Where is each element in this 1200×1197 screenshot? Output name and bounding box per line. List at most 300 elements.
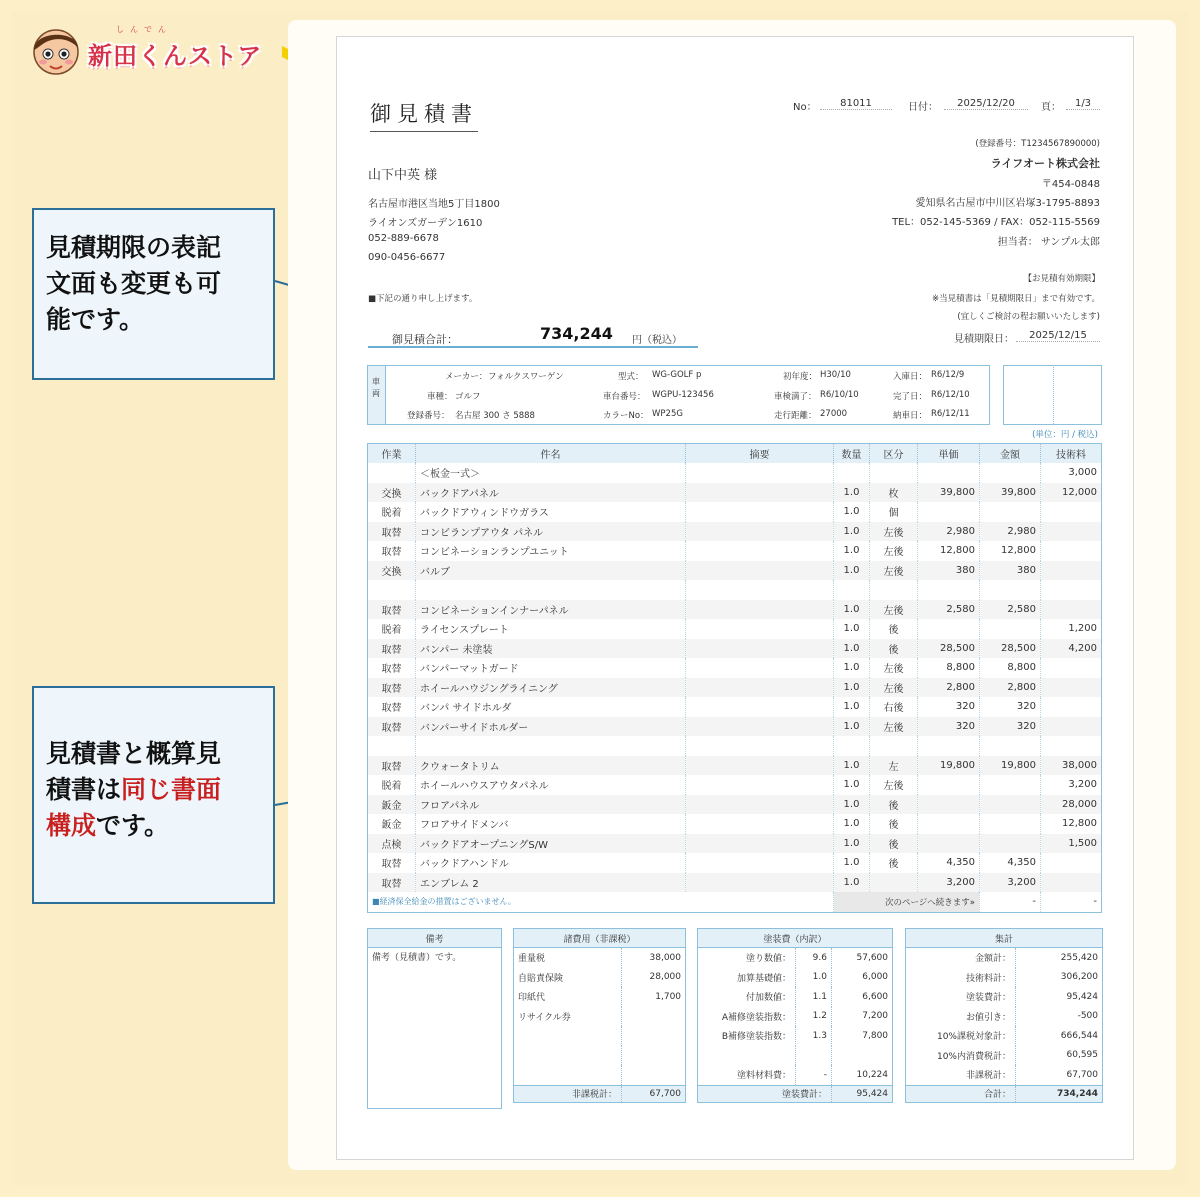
table-cell: 取替 (368, 658, 416, 678)
table-cell (686, 736, 834, 756)
table-cell (918, 814, 980, 834)
paint-cell: B補修塗装指数： (698, 1026, 796, 1046)
table-cell: 2,800 (918, 678, 980, 698)
table-cell: 320 (918, 717, 980, 737)
vehicle-label: 納車日： (893, 411, 928, 421)
table-cell: 後 (870, 814, 918, 834)
unit-note: (単位：円 / 税込) (1032, 430, 1098, 440)
table-cell: 12,800 (1041, 814, 1102, 834)
table-cell (918, 619, 980, 639)
foot-dash: - (1041, 892, 1102, 912)
table-cell: 39,800 (980, 483, 1041, 503)
table-cell (686, 522, 834, 542)
table-cell: 1.0 (834, 678, 870, 698)
table-cell (686, 756, 834, 776)
table-cell: ＜板金一式＞ (416, 463, 686, 483)
table-cell: コンビランプアウタ パネル (416, 522, 686, 542)
deadline-date: 2025/12/15 (1016, 330, 1100, 342)
summary-foot-value: 734,244 (1016, 1085, 1103, 1102)
summary-row (906, 987, 1103, 1007)
table-cell (368, 736, 416, 756)
table-cell: 取替 (368, 717, 416, 737)
table-cell: 左後 (870, 600, 918, 620)
remarks-title: 備考 (368, 929, 502, 948)
summary-cell: お値引き： (906, 1007, 1016, 1027)
paint-box (697, 928, 893, 1103)
table-cell: 4,350 (918, 853, 980, 873)
vehicle-label: 完了日： (893, 392, 928, 402)
paint-cell: 塗料材料費： (698, 1065, 796, 1085)
customer-building: ライオンズガーデン1610 (368, 218, 483, 229)
table-cell: 左後 (870, 541, 918, 561)
table-cell: 後 (870, 795, 918, 815)
table-cell: 取替 (368, 697, 416, 717)
expenses-cell (514, 1046, 622, 1066)
table-cell: 左後 (870, 775, 918, 795)
table-footer-row (368, 892, 1102, 912)
table-cell (1041, 717, 1102, 737)
table-cell: ライセンスプレート (416, 619, 686, 639)
table-cell (1041, 541, 1102, 561)
table-cell: バックドアウィンドウガラス (416, 502, 686, 522)
paint-cell: 9.6 (796, 948, 832, 968)
table-cell (870, 873, 918, 893)
callout-line: 見積書と概算見 (46, 739, 222, 768)
table-cell (1041, 736, 1102, 756)
vehicle-label: 車種： (427, 392, 453, 402)
table-cell: バックドアパネル (416, 483, 686, 503)
table-cell (980, 795, 1041, 815)
callout-line: 文面も変更も可 (46, 269, 222, 298)
table-cell: 2,580 (918, 600, 980, 620)
table-cell: 1.0 (834, 658, 870, 678)
table-cell (918, 775, 980, 795)
table-cell: バンパ サイドホルダ (416, 697, 686, 717)
table-cell: 19,800 (918, 756, 980, 776)
paint-row (698, 987, 893, 1007)
table-cell: 取替 (368, 853, 416, 873)
column-header: 金額 (980, 444, 1041, 464)
table-cell (1041, 678, 1102, 698)
table-cell (918, 502, 980, 522)
table-row (368, 600, 1102, 620)
table-cell: ホイールハウジングライニング (416, 678, 686, 698)
vehicle-registration: 名古屋 300 さ 5888 (455, 411, 535, 421)
brand-ruby: しんでん (116, 25, 172, 34)
table-cell: 左後 (870, 717, 918, 737)
table-cell (686, 795, 834, 815)
table-cell: 320 (980, 697, 1041, 717)
callout-line: 見積期限の表記 (46, 233, 222, 262)
company-zip: 〒454-0848 (1041, 179, 1100, 190)
summary-row (906, 1046, 1103, 1066)
callout-line: 能です。 (46, 305, 145, 334)
table-cell: 後 (870, 834, 918, 854)
staff: 担当者： サンプル太郎 (997, 237, 1100, 248)
paint-row (698, 1026, 893, 1046)
vehicle-label: 入庫日： (893, 372, 928, 382)
table-cell (918, 795, 980, 815)
expenses-cell (622, 1046, 686, 1066)
company-name: ライフオート株式会社 (990, 157, 1100, 170)
table-cell: 28,500 (918, 639, 980, 659)
table-cell (686, 502, 834, 522)
summary-cell: 666,544 (1060, 1030, 1099, 1041)
table-cell: 4,200 (1041, 639, 1102, 659)
vehicle-model-name: ゴルフ (455, 392, 481, 402)
vehicle-label: 走行距離： (774, 411, 817, 421)
table-cell (686, 853, 834, 873)
summary-row (906, 948, 1103, 968)
table-cell: コンビネーションインナーパネル (416, 600, 686, 620)
paint-cell (796, 1046, 832, 1066)
table-cell (686, 600, 834, 620)
table-cell (686, 463, 834, 483)
table-cell: 左後 (870, 522, 918, 542)
expenses-cell (622, 1026, 686, 1046)
table-cell: 左後 (870, 658, 918, 678)
table-cell: 3,200 (918, 873, 980, 893)
table-cell: バックドアオープニングS/W (416, 834, 686, 854)
summary-box (905, 928, 1103, 1103)
table-cell: 3,200 (1041, 775, 1102, 795)
vehicle-label: 車検満了： (774, 392, 817, 402)
expenses-cell (622, 1065, 686, 1085)
estimate-items-table (367, 443, 1102, 913)
table-cell (1041, 697, 1102, 717)
table-cell (980, 580, 1041, 600)
table-row (368, 541, 1102, 561)
paint-row (698, 1007, 893, 1027)
table-cell (980, 834, 1041, 854)
expenses-cell: 1,700 (655, 991, 682, 1002)
remarks-text: 備考（見積書）です。 (372, 953, 462, 963)
table-row (368, 873, 1102, 893)
table-row (368, 756, 1102, 776)
expenses-cell: 重量税 (514, 948, 622, 968)
paint-cell (832, 1046, 893, 1066)
summary-title: 集計 (906, 929, 1103, 948)
table-cell: 2,800 (980, 678, 1041, 698)
table-cell: 8,800 (918, 658, 980, 678)
table-cell: ホイールハウスアウタパネル (416, 775, 686, 795)
table-cell: 交換 (368, 561, 416, 581)
table-cell (980, 619, 1041, 639)
intro-note: ■下記の通り申し上げます。 (368, 294, 478, 304)
table-cell: 後 (870, 853, 918, 873)
table-cell: 取替 (368, 541, 416, 561)
table-cell (686, 561, 834, 581)
table-cell: 後 (870, 639, 918, 659)
table-cell (686, 580, 834, 600)
table-cell (686, 717, 834, 737)
callout-same-layout (32, 686, 275, 904)
paint-cell: 7,200 (862, 1011, 889, 1022)
table-cell: 鈑金 (368, 795, 416, 815)
table-row (368, 697, 1102, 717)
table-cell: エンブレム 2 (416, 873, 686, 893)
doc-title: 御見積書 (370, 98, 478, 132)
vehicle-out-date: R6/12/11 (931, 409, 970, 419)
table-cell (686, 639, 834, 659)
vehicle-mileage: 27000 (820, 409, 848, 419)
vehicle-label: 初年度： (783, 372, 818, 382)
callout-validity (32, 208, 275, 380)
vehicle-inspection: R6/10/10 (820, 390, 859, 400)
table-row (368, 717, 1102, 737)
table-cell (416, 580, 686, 600)
table-cell: バックドアハンドル (416, 853, 686, 873)
table-cell: 交換 (368, 483, 416, 503)
summary-row (906, 1026, 1103, 1046)
table-cell: 取替 (368, 639, 416, 659)
table-cell (686, 814, 834, 834)
expenses-row (514, 1046, 686, 1066)
table-cell: 1.0 (834, 600, 870, 620)
expenses-foot-label: 非課税計： (514, 1085, 622, 1102)
table-row (368, 853, 1102, 873)
table-row (368, 619, 1102, 639)
vehicle-label: カラーNo： (603, 411, 649, 421)
paint-cell: 塗り数値： (698, 948, 796, 968)
paint-row (698, 1065, 893, 1085)
table-cell: 3,200 (980, 873, 1041, 893)
table-cell (870, 580, 918, 600)
expenses-row (514, 1026, 686, 1046)
table-cell: 後 (870, 619, 918, 639)
table-cell (686, 678, 834, 698)
vehicle-type: WG-GOLF p (652, 370, 702, 380)
table-cell: 1.0 (834, 873, 870, 893)
expenses-row (514, 1007, 686, 1027)
remarks-box (367, 928, 502, 1109)
table-row (368, 639, 1102, 659)
table-cell (834, 463, 870, 483)
table-cell: 1.0 (834, 561, 870, 581)
table-cell: 1.0 (834, 717, 870, 737)
table-cell: 脱着 (368, 775, 416, 795)
table-cell: 2,980 (980, 522, 1041, 542)
table-row (368, 502, 1102, 522)
table-cell (1041, 561, 1102, 581)
table-cell (980, 814, 1041, 834)
summary-row (906, 1065, 1103, 1085)
table-cell (1041, 853, 1102, 873)
table-cell: 320 (918, 697, 980, 717)
column-header: 件名 (416, 444, 686, 464)
table-cell: 1.0 (834, 619, 870, 639)
expenses-row (514, 987, 686, 1007)
table-cell: 2,980 (918, 522, 980, 542)
page-number: 1/3 (1066, 98, 1100, 110)
table-cell (686, 834, 834, 854)
table-row (368, 736, 1102, 756)
table-cell: 1.0 (834, 853, 870, 873)
table-cell: 1,200 (1041, 619, 1102, 639)
table-cell: バンパーマットガード (416, 658, 686, 678)
table-cell: 8,800 (980, 658, 1041, 678)
table-cell: 取替 (368, 678, 416, 698)
column-header: 単価 (918, 444, 980, 464)
table-cell: コンビネーションランプユニット (416, 541, 686, 561)
paint-cell: 加算基礎値： (698, 968, 796, 988)
expenses-row (514, 968, 686, 988)
table-row (368, 658, 1102, 678)
table-cell: フロアサイドメンバ (416, 814, 686, 834)
table-cell: 左後 (870, 678, 918, 698)
table-cell (686, 483, 834, 503)
table-cell (416, 736, 686, 756)
table-header-row (368, 444, 1102, 464)
table-cell: 点検 (368, 834, 416, 854)
table-cell: 1.0 (834, 795, 870, 815)
column-header: 作業 (368, 444, 416, 464)
paint-cell: - (796, 1065, 832, 1085)
date-label: 日付： (908, 102, 938, 113)
summary-cell: -500 (1077, 1011, 1099, 1022)
vehicle-label: 型式： (618, 372, 644, 382)
table-cell (1041, 502, 1102, 522)
paint-row (698, 948, 893, 968)
table-cell (980, 463, 1041, 483)
paint-cell: 7,800 (862, 1030, 889, 1041)
vehicle-maker: フォルクスワーゲン (488, 372, 564, 382)
table-cell: 脱着 (368, 502, 416, 522)
brand-name: 新田くんストア (88, 42, 263, 70)
validity-note: ※当見積書は「見積期限日」まで有効です。 (932, 294, 1100, 304)
callout-line: 構成です。 (46, 811, 170, 840)
summary-row (906, 968, 1103, 988)
table-cell: 1.0 (834, 541, 870, 561)
table-cell: 12,800 (918, 541, 980, 561)
summary-row (906, 1007, 1103, 1027)
customer-tel: 052-889-6678 (368, 233, 439, 244)
foot-dash: - (980, 892, 1041, 912)
company-tel-fax: TEL：052-145-5369 / FAX：052-115-5569 (892, 217, 1100, 228)
table-cell (368, 463, 416, 483)
customer-mobile: 090-0456-6677 (368, 252, 446, 263)
table-row (368, 580, 1102, 600)
column-header: 摘要 (686, 444, 834, 464)
column-header: 区分 (870, 444, 918, 464)
table-cell: 枚 (870, 483, 918, 503)
table-cell (686, 658, 834, 678)
table-row (368, 483, 1102, 503)
table-cell (918, 580, 980, 600)
vehicle-vin: WGPU-123456 (652, 390, 714, 400)
vehicle-label: 車台番号： (603, 392, 646, 402)
expenses-foot-value: 67,700 (622, 1085, 686, 1102)
table-cell: 1.0 (834, 814, 870, 834)
estimate-number: 81011 (820, 98, 892, 110)
table-cell (368, 580, 416, 600)
table-cell (686, 775, 834, 795)
summary-cell: 306,200 (1060, 972, 1099, 983)
table-cell: 12,000 (1041, 483, 1102, 503)
table-row (368, 834, 1102, 854)
summary-cell: 60,595 (1066, 1050, 1099, 1061)
expenses-row (514, 1065, 686, 1085)
deadline-label: 見積期限日： (954, 334, 1014, 345)
summary-cell: 10%内消費税計： (906, 1046, 1016, 1066)
customer-name: 山下中英 様 (368, 168, 438, 183)
table-cell: 取替 (368, 756, 416, 776)
summary-cell: 95,424 (1066, 991, 1099, 1002)
column-header: 数量 (834, 444, 870, 464)
expenses-cell: 印紙代 (514, 987, 622, 1007)
paint-cell: A補修塗装指数： (698, 1007, 796, 1027)
table-cell (918, 736, 980, 756)
paint-cell: 1.3 (796, 1026, 832, 1046)
paint-foot-value: 95,424 (832, 1085, 893, 1102)
table-cell: 右後 (870, 697, 918, 717)
table-cell (980, 502, 1041, 522)
table-row (368, 463, 1102, 483)
table-cell: 1.0 (834, 502, 870, 522)
table-cell: 2,580 (980, 600, 1041, 620)
table-cell (1041, 873, 1102, 893)
table-cell: 19,800 (980, 756, 1041, 776)
table-cell: 38,000 (1041, 756, 1102, 776)
table-cell: バンパーサイドホルダー (416, 717, 686, 737)
table-cell (834, 736, 870, 756)
paint-cell (698, 1046, 796, 1066)
table-cell (870, 736, 918, 756)
boy-face-icon (28, 22, 84, 78)
table-cell (918, 463, 980, 483)
table-cell: 鈑金 (368, 814, 416, 834)
total-label: 御見積合計： (392, 333, 458, 346)
table-cell: 12,800 (980, 541, 1041, 561)
table-cell: 39,800 (918, 483, 980, 503)
table-cell (686, 541, 834, 561)
expenses-title: 諸費用（非課税） (514, 929, 686, 948)
vehicle-in-date: R6/12/9 (931, 370, 965, 380)
expenses-cell: リサイクル券 (514, 1007, 622, 1027)
paint-cell: 10,224 (856, 1069, 889, 1080)
expenses-cell (514, 1026, 622, 1046)
summary-cell: 技術料計： (906, 968, 1016, 988)
table-cell (1041, 600, 1102, 620)
vehicle-done-date: R6/12/10 (931, 390, 970, 400)
paint-foot-label: 塗装費計： (698, 1085, 832, 1102)
table-cell: 1.0 (834, 775, 870, 795)
paint-cell: 1.2 (796, 1007, 832, 1027)
table-cell (918, 834, 980, 854)
expenses-cell: 自賠責保険 (514, 968, 622, 988)
summary-cell: 67,700 (1066, 1069, 1099, 1080)
no-label: No： (793, 102, 817, 113)
expenses-cell: 38,000 (649, 952, 682, 963)
total-amount: 734,244 (540, 324, 613, 343)
vehicle-label: メーカー： (445, 372, 488, 382)
paint-cell: 6,000 (862, 972, 889, 983)
table-cell: 取替 (368, 600, 416, 620)
table-cell: 1.0 (834, 697, 870, 717)
summary-cell: 塗装費計： (906, 987, 1016, 1007)
expenses-cell: 28,000 (649, 972, 682, 983)
table-cell (980, 775, 1041, 795)
expenses-row (514, 948, 686, 968)
paint-title: 塗装費（内訳） (698, 929, 893, 948)
summary-foot-label: 合計： (906, 1085, 1016, 1102)
table-cell: バルブ (416, 561, 686, 581)
table-cell: 1.0 (834, 756, 870, 776)
vehicle-color: WP25G (652, 409, 683, 419)
table-cell (686, 873, 834, 893)
paint-cell: 6,600 (862, 991, 889, 1002)
table-cell: 4,350 (980, 853, 1041, 873)
